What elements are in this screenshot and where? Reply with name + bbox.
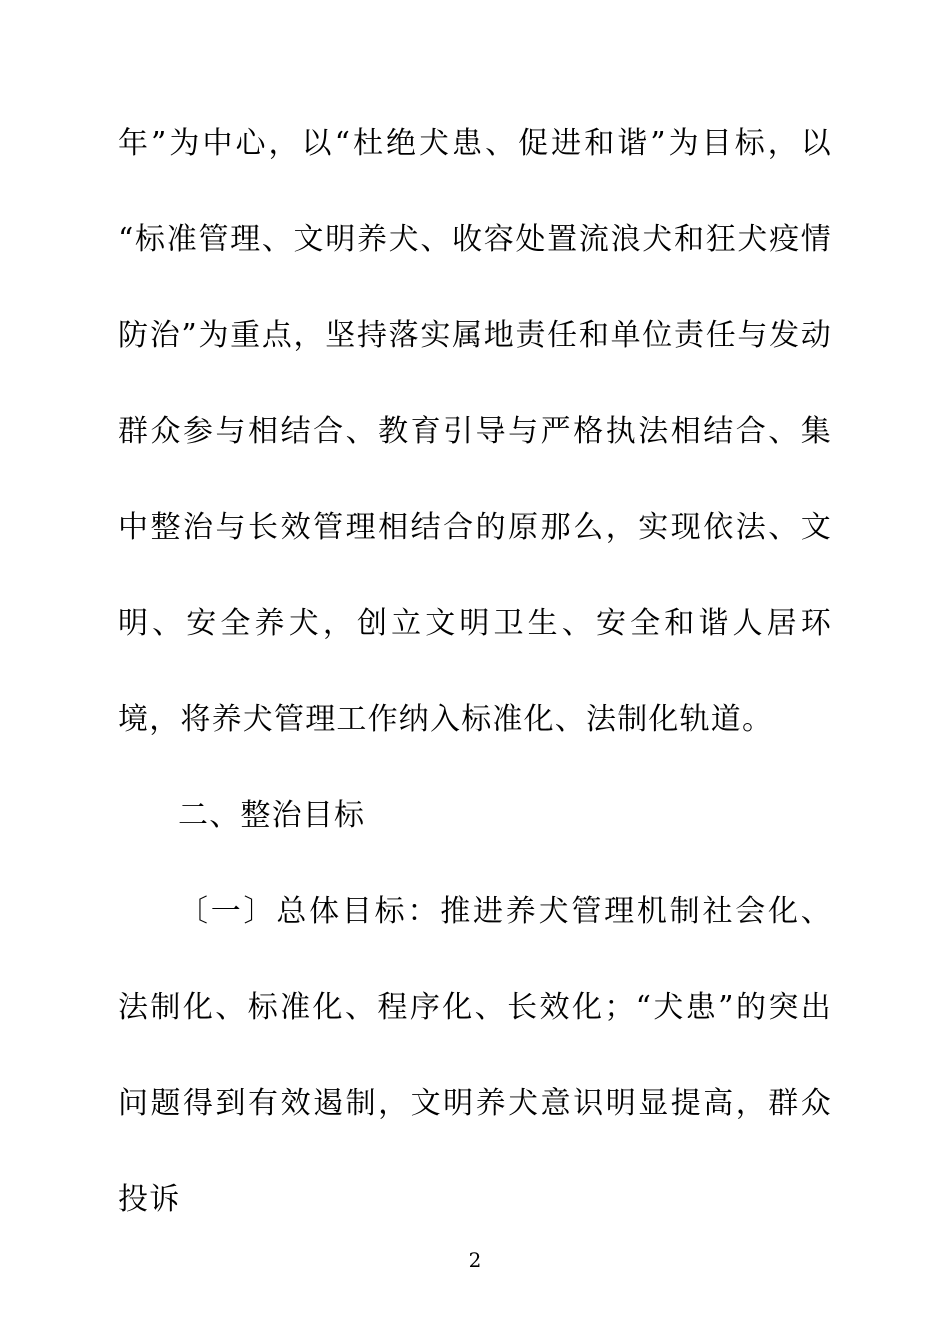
section-heading-objectives: 二、整治目标	[178, 798, 366, 833]
paragraph-continuation: 年”为中心，以“杜绝犬患、促进和谐”为目标，以“标准管理、文明养犬、收容处置流浪犬和狂犬疫情防治”为重点，坚持落实属地责任和单位责任与发动群众参与相结合、教育引导与严格执法相结合、集中整治与长效管理相结合的原那么，实现依法、文明、安全养犬，创立文明卫生、安全和谐人居环境，将养犬管理工作纳入标准化、法制化轨道。	[118, 126, 832, 737]
document-body	[118, 96, 832, 1248]
page-number: 2	[468, 1248, 482, 1272]
paragraph-overall-objective: 〔一〕总体目标：推进养犬管理机制社会化、法制化、标准化、程序化、长效化；“犬患”的突出问题得到有效遏制，文明养犬意识明显提高，群众投诉	[118, 894, 832, 1217]
